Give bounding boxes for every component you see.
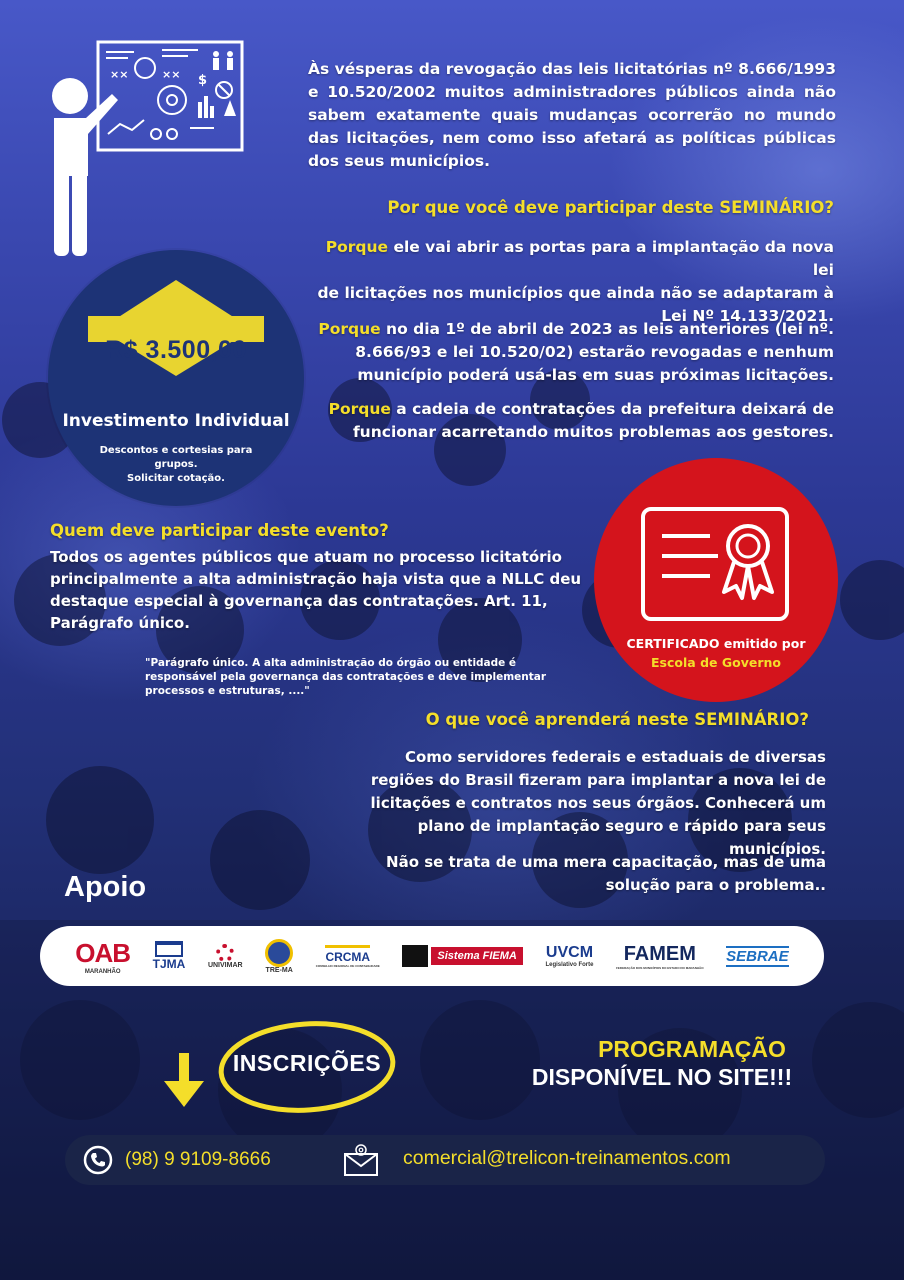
certificate-text <box>594 634 838 672</box>
logo-fiema <box>402 933 522 979</box>
logo-text: UNIVIMAR <box>207 961 243 969</box>
program-title: PROGRAMAÇÃO <box>598 1036 786 1062</box>
learn-conclusion: Não se trata de uma mera capacitação, mas de uma solução para o problema.. <box>386 853 826 894</box>
logo-text: TRE-MA <box>265 966 293 974</box>
sponsor-logos-bar <box>40 926 824 986</box>
investment-note-line: Descontos e cortesias para grupos. <box>99 445 253 470</box>
logo-text: CRCMA <box>325 945 370 964</box>
reason-3 <box>314 398 834 444</box>
logo-text: SEBRAE <box>726 947 789 965</box>
investment-badge <box>48 250 304 506</box>
who-paragraph: Todos os agentes públicos que atuam no processo licitatório principalmente a alta administração haja vista que a NLLC deu destaque especial à governança das contratações. Art. 11, Parágrafo único. <box>50 548 582 632</box>
learn-paragraph: Como servidores federais e estaduais de diversas regiões do Brasil fizeram para implantar a nova lei de licitações e contratos nos seus órgãos. Conhecerá um plano de implantação seguro e rápido para seus municípios. <box>370 748 826 858</box>
svg-text:$: $ <box>198 73 208 88</box>
logo-subtext: MARANHÃO <box>84 968 121 975</box>
logo-text: OAB <box>75 937 131 968</box>
logo-univimar <box>208 933 243 979</box>
phone-link[interactable]: (98) 9 9109-8666 <box>125 1149 271 1170</box>
svg-text:××: ×× <box>162 68 181 81</box>
univimar-emblem-icon <box>216 944 234 962</box>
certificate-badge <box>594 458 838 702</box>
reason-text: a cadeia de contratações da prefeitura deixará de <box>390 400 834 418</box>
law-quote: "Parágrafo único. A alta administração do órgão ou entidade é responsável pela governança das contratações e deve implementar processos e estruturas, ...." <box>145 657 547 697</box>
presenter-board-icon <box>38 38 248 260</box>
reason-text: 8.666/93 e lei 10.520/02) estarão revogadas e nenhum <box>355 343 834 361</box>
fiema-black-block-icon <box>402 945 428 967</box>
logo-uvcm <box>545 933 593 979</box>
intro-paragraph: Às vésperas da revogação das leis licitatórias nº 8.666/1993 e 10.520/2002 muitos administradores públicos ainda não sabem exatamente quais mudanças ocorrerão no mundo das licitações, nem como isso afetará as políticas públicas dos seus municípios. <box>308 60 836 170</box>
reason-1 <box>314 236 834 328</box>
phone-icon <box>83 1145 113 1175</box>
reason-keyword: Porque <box>325 238 389 256</box>
logo-sebrae <box>726 933 789 979</box>
investment-title: Investimento Individual <box>62 411 290 431</box>
logo-text: TJMA <box>152 957 186 971</box>
reason-text: ele vai abrir as portas para a implantação da nova lei <box>388 238 834 279</box>
logo-famem <box>616 933 703 979</box>
who-heading: Quem deve participar deste evento? <box>50 521 389 540</box>
support-title: Apoio <box>64 871 147 903</box>
reason-keyword: Porque <box>328 400 391 418</box>
reason-text: no dia 1º de abril de 2023 as leis anteriores (lei nº. <box>380 320 834 338</box>
logo-tre-ma <box>265 933 293 979</box>
arrow-down-icon <box>164 1053 204 1107</box>
certificate-icon <box>640 506 790 624</box>
building-icon <box>155 941 183 957</box>
reason-text: município poderá usá-las em suas próximas licitações. <box>357 366 834 384</box>
logo-oab <box>75 933 130 979</box>
program-subtitle: DISPONÍVEL NO SITE!!! <box>531 1064 793 1090</box>
logo-subtext: CONSELHO REGIONAL DE CONTABILIDADE <box>315 963 380 968</box>
certificate-line: CERTIFICADO emitido por <box>626 636 806 651</box>
logo-text: FAMEM <box>623 942 696 965</box>
reason-2 <box>314 318 834 387</box>
certificate-issuer: Escola de Governo <box>651 655 781 670</box>
logo-tjma <box>153 933 186 979</box>
mail-icon <box>343 1143 379 1177</box>
logo-subtext: Legislativo Forte <box>545 962 594 968</box>
signup-button[interactable] <box>212 1016 402 1118</box>
why-heading: Por que você deve participar deste SEMINÁRIO? <box>387 198 834 217</box>
reason-text: Lei Nº 14.133/2021. <box>661 307 834 325</box>
reason-text: funcionar acarretando muitos problemas aos gestores. <box>352 423 834 441</box>
svg-text:××: ×× <box>110 68 129 81</box>
learn-heading: O que você aprenderá neste SEMINÁRIO? <box>425 710 809 729</box>
tre-globe-icon <box>265 939 293 967</box>
email-link[interactable]: comercial@trelicon-treinamentos.com <box>403 1147 731 1169</box>
investment-note <box>78 444 274 486</box>
logo-subtext: FEDERAÇÃO DOS MUNICÍPIOS DO ESTADO DO MARANHÃO <box>616 965 704 970</box>
logo-text: Sistema FIEMA <box>431 947 522 965</box>
investment-note-line: Solicitar cotação. <box>127 473 225 484</box>
reason-keyword: Porque <box>318 320 381 338</box>
logo-text: UVCM <box>545 944 594 961</box>
logo-crcma <box>316 933 380 979</box>
signup-label: INSCRIÇÕES <box>232 1050 382 1076</box>
reason-text: de licitações nos municípios que ainda não se adaptaram à <box>317 284 834 302</box>
contact-bar <box>65 1135 825 1185</box>
price-value: R$ 3.500,00 <box>105 336 247 364</box>
